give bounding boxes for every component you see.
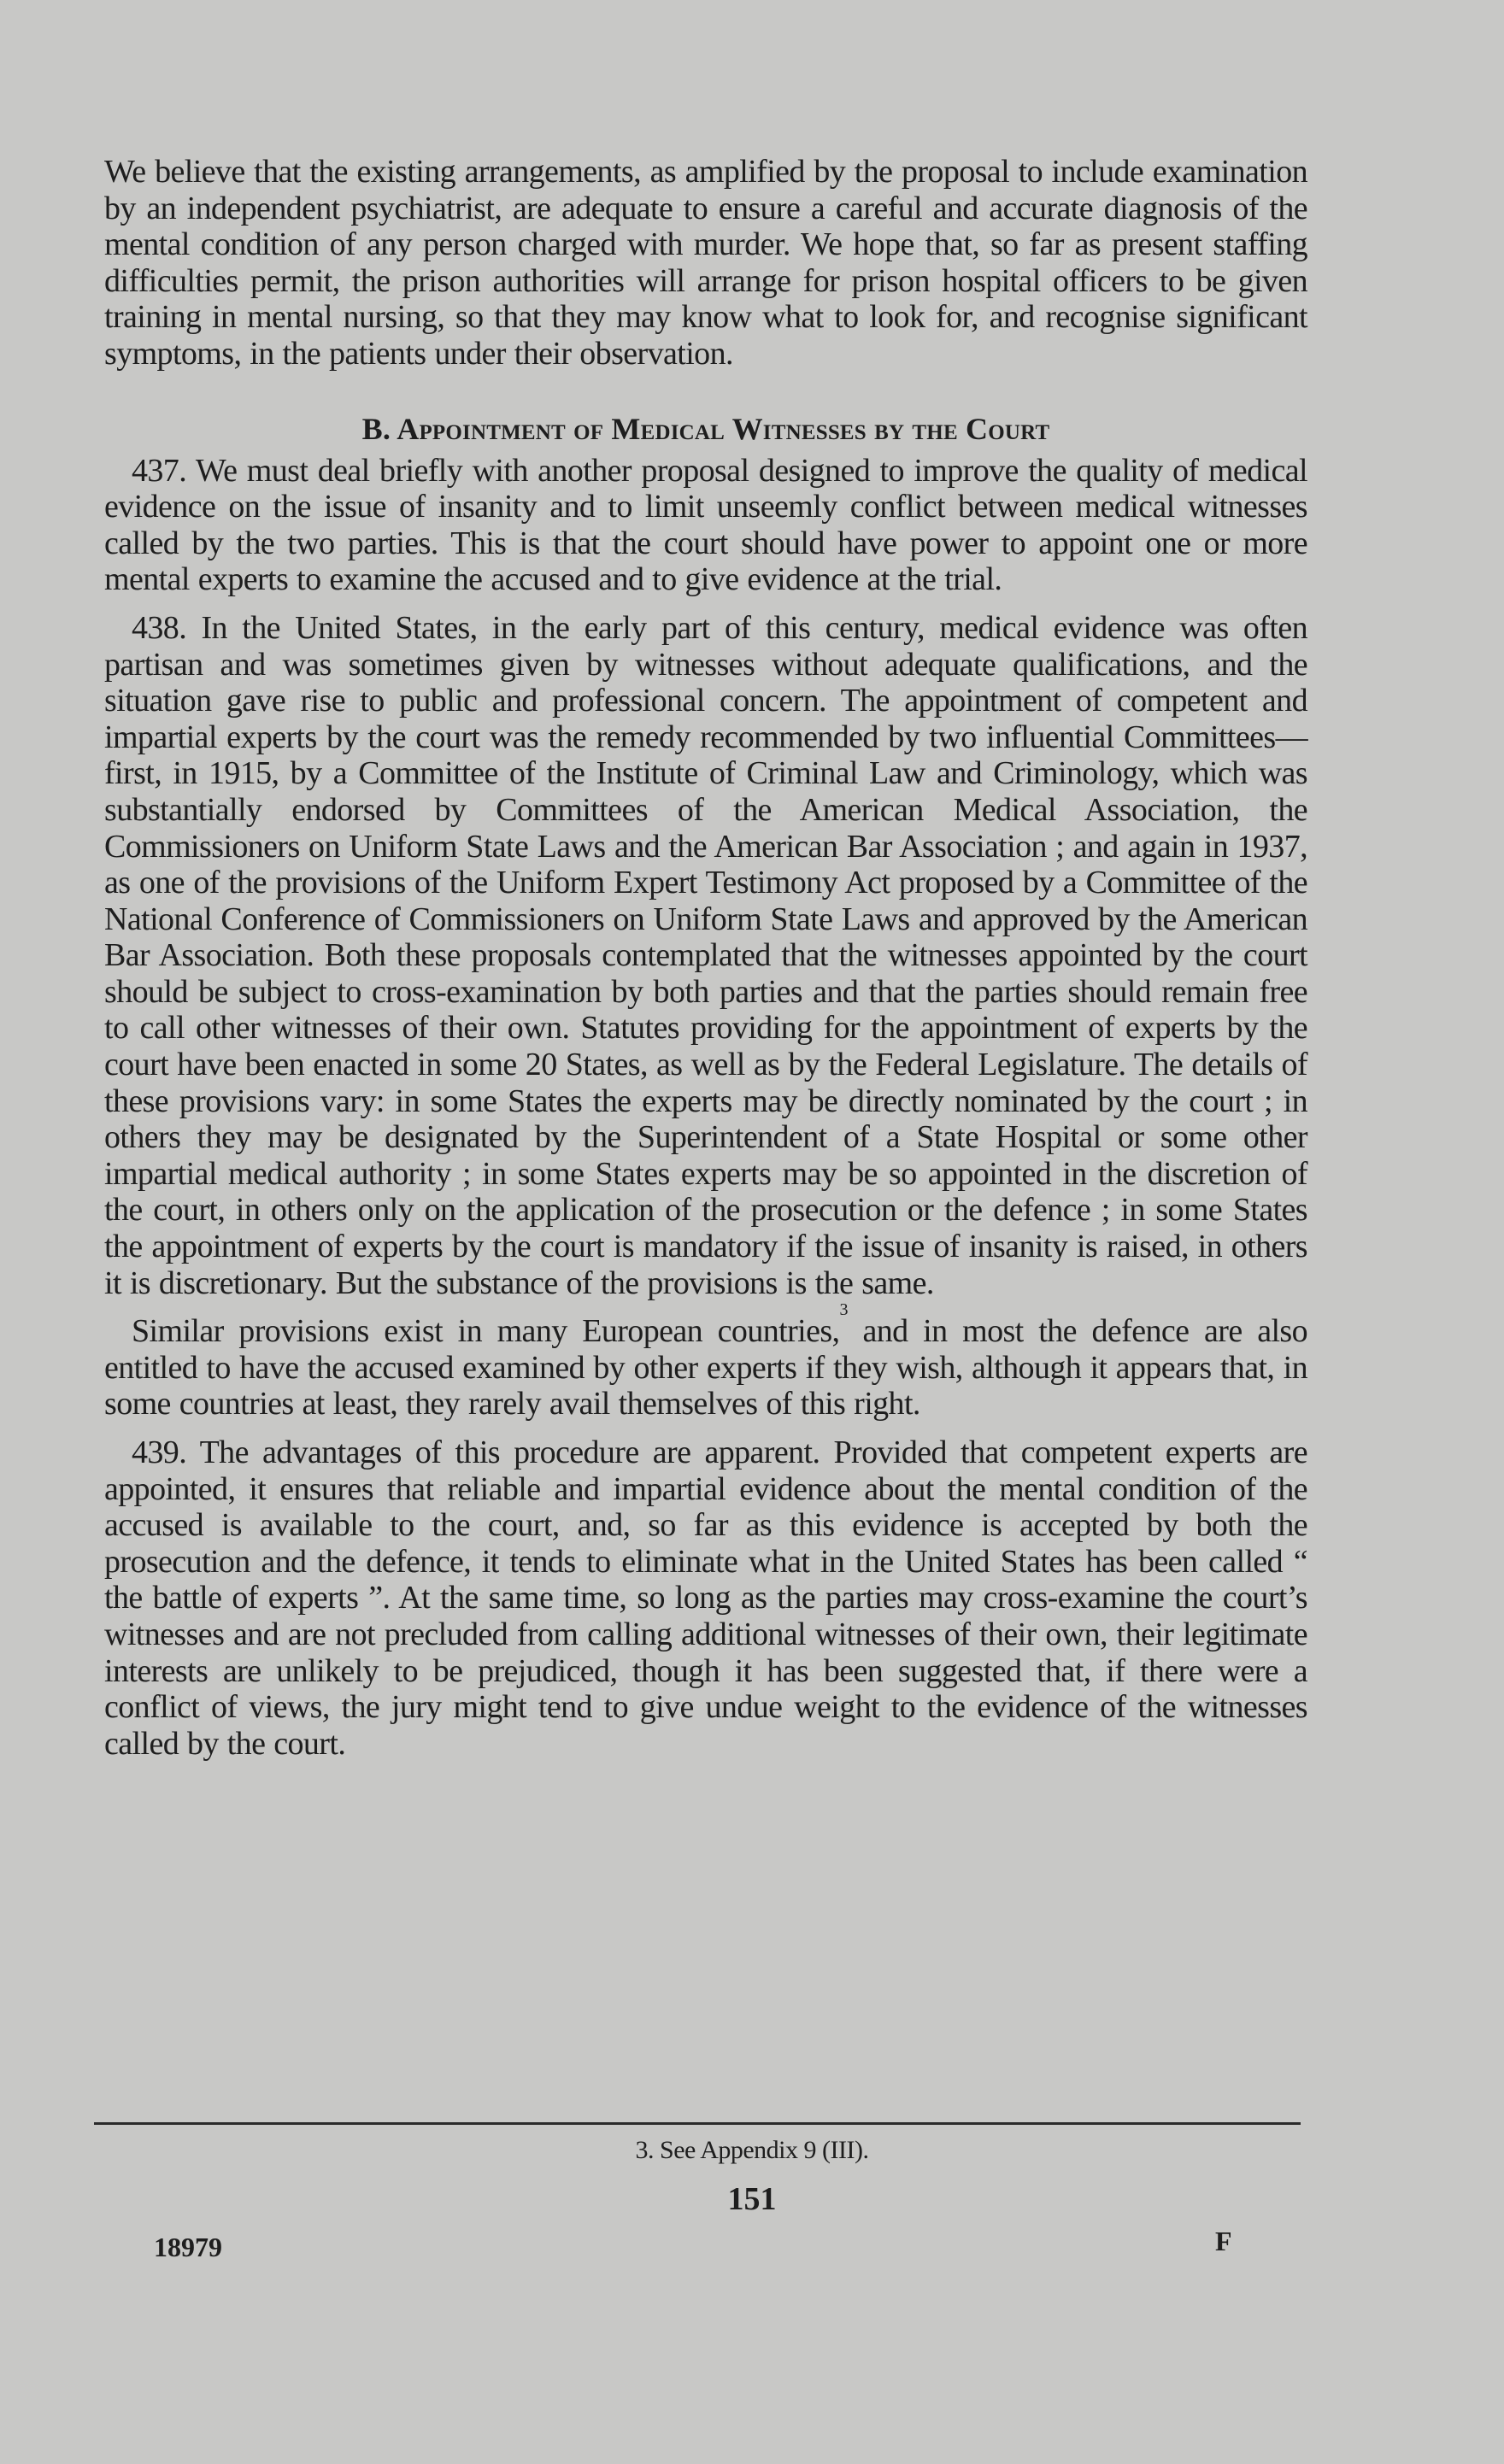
page-number: 151 xyxy=(727,2181,777,2217)
paragraph-number: 437. xyxy=(132,452,187,489)
paragraph-text: The advantages of this procedure are apparent. Provided that competent experts are appointed, it ensures that reliable and impartial evidence about the mental condition of the accused is available to the court, and, so far as this evidence is accepted by both the prosecution and the defence, it tends to eliminate what in the United States has been called “ the battle of experts ”. At the same time, so long as the parties may cross-examine the court’s witnesses and are not precluded from calling additional witnesses of their own, their legitimate interests are unlikely to be prejudiced, though it has been suggested that, if there were a conflict of views, the jury might tend to give undue weight to the evidence of the witnesses called by the court. xyxy=(104,1434,1308,1762)
paragraph-437 xyxy=(104,453,1307,598)
paragraph-number: 438. xyxy=(132,609,187,646)
document-body xyxy=(104,154,1307,1762)
paragraph-number: 439. xyxy=(132,1434,187,1470)
paragraph-439 xyxy=(104,1434,1307,1762)
footnote: 3. See Appendix 9 (III). xyxy=(635,2136,869,2164)
footnote-divider xyxy=(94,2122,1301,2125)
paragraph-text: In the United States, in the early part of this century, medical evidence was often partisan and was sometimes given by witnesses without adequate qualifications, and the situation gave rise to public and professional concern. The appointment of competent and impartial experts by the court was the remedy recommended by two influential Committees—first, in 1915, by a Committee of the Institute of Criminal Law and Criminology, which was substantially endorsed by Committees of the American Medical Association, the Commissioners on Uniform State Laws and the American Bar Association ; and again in 1937, as one of the provisions of the Uniform Expert Testimony Act proposed by a Committee of the National Conference of Commissioners on Uniform State Laws and approved by the American Bar Association. Both these proposals contemplated that the witnesses appointed by the court should be subject to cross-examination by both parties and that the parties should remain free to call other witnesses of their own. Statutes providing for the appointment of experts by the court have been enacted in some 20 States, as well as by the Federal Legislature. The details of these provisions vary: in some States the experts may be directly nominated by the court ; in others they may be designated by the Superintendent of a State Hospital or some other impartial medical authority ; in some States experts may be so appointed in the discretion of the court, in others only on the application of the prosecution or the defence ; in some States the appointment of experts by the court is mandatory if the issue of insanity is raised, in others it is discretionary. But the substance of the provisions is the same. xyxy=(104,609,1307,1301)
paragraph-438-continued xyxy=(104,1300,1308,1423)
print-code: 18979 xyxy=(154,2232,222,2262)
signature-mark: F xyxy=(1215,2226,1232,2256)
paragraph-text: Similar provisions exist in many European countries, xyxy=(132,1313,840,1350)
paragraph-text: We must deal briefly with another proposal designed to improve the quality of medical evidence on the issue of insanity and to limit unseemly conflict between medical witnesses called by the two parties. This is that the court should have power to appoint one or more mental experts to examine the accused and to give evidence at the trial. xyxy=(104,452,1307,598)
paragraph-text: and in most the defence are also entitled to have the accused examined by other experts if they wish, although it appears that, in some countries at least, they rarely avail themselves of this right. xyxy=(104,1313,1308,1423)
section-heading: B. Appointment of Medical Witnesses by the Court xyxy=(361,411,1050,446)
footnote-reference[interactable]: 3 xyxy=(839,1300,848,1320)
paragraph-438 xyxy=(104,610,1307,1301)
intro-paragraph: We believe that the existing arrangements, as amplified by the proposal to include examination by an independent psychiatrist, are adequate to ensure a careful and accurate diagnosis of the mental condition of any person charged with murder. We hope that, so far as present staffing difficulties permit, the prison authorities will arrange for prison hospital officers to be given training in mental nursing, so that they may know what to look for, and recognise significant symptoms, in the patients under their observation. xyxy=(104,154,1307,372)
